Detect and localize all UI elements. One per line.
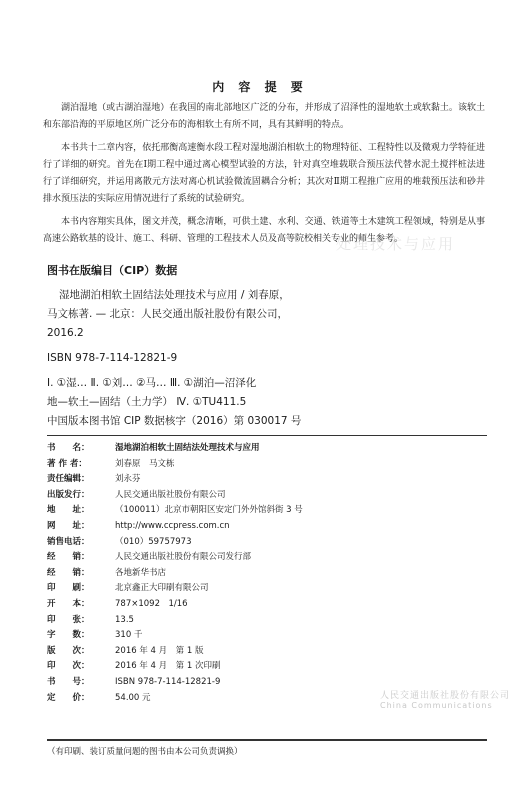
record-label: 字 数： <box>47 630 90 641</box>
record-label: 地 址： <box>47 505 90 516</box>
website-link[interactable]: http://www.ccpress.com.cn <box>115 520 230 531</box>
record-value: ISBN 978-7-114-12821-9 <box>115 676 221 687</box>
record-label: 经 销： <box>47 567 90 578</box>
record-value: （100011）北京市朝阳区安定门外外馆斜街 3 号 <box>115 505 303 516</box>
record-row <box>47 457 487 473</box>
record-row <box>47 597 487 613</box>
cip-heading: 图书在版编目（CIP）数据 <box>47 264 178 277</box>
record-value: 人民交通出版社股份有限公司 <box>115 489 226 500</box>
record-row <box>47 659 487 675</box>
record-value: 13.5 <box>115 614 134 625</box>
cip-line: 湿地湖泊相软土固结法处理技术与应用 / 刘春原， <box>59 289 290 301</box>
record-label: 印 次： <box>47 661 90 672</box>
abstract-paragraph: 本书共十二章内容，依托邢衡高速衡水段工程对湿地湖泊相软土的物理特征、工程特性以及微观力学特征进行了详细的研究。首先在Ⅰ期工程中通过离心模型试验的方法，针对真空堆载联合预压法代替水泥土搅拌桩法进行了详细研究，并运用离散元方法对离心机试验微流固耦合分析；其次对Ⅱ期工程推广应用的堆载预压法和砂井排水预压法的实际应用情况进行了系统的试验研究。 <box>43 143 485 204</box>
record-row <box>47 628 487 644</box>
divider-top <box>47 435 487 436</box>
record-label: 著 作 者： <box>47 458 87 469</box>
cip-line: 马文栋著. — 北京：人民交通出版社股份有限公司， <box>47 308 289 320</box>
abstract-paragraph: 本书内容翔实具体，图文并茂，概念清晰，可供土建、水利、交通、铁道等土木建筑工程领域，特别是从事高速公路软基的设计、施工、科研、管理的工程技术人员及高等院校相关专业的师生参考。 <box>43 217 485 244</box>
record-value: 2016 年 4 月 第 1 版 <box>115 645 204 656</box>
cip-line: 地—软土—固结（土力学） Ⅳ. ①TU411.5 <box>47 396 247 408</box>
watermark-cn: 人民交通出版社股份有限公司 <box>380 691 511 701</box>
record-row <box>47 441 487 457</box>
record-row <box>47 566 487 582</box>
record-label: 版 次： <box>47 645 90 656</box>
record-value: 北京鑫正大印刷有限公司 <box>115 583 209 594</box>
record-label: 开 本： <box>47 598 90 609</box>
divider-bottom <box>47 739 487 741</box>
cip-line: 2016.2 <box>47 327 84 339</box>
record-row <box>47 581 487 597</box>
record-row <box>47 503 487 519</box>
quality-note: （有印刷、装订质量问题的图书由本公司负责调换） <box>47 747 243 757</box>
record-label: 定 价： <box>47 692 90 703</box>
abstract-title: 内 容 提 要 <box>212 80 308 94</box>
cip-data-number: 中国版本图书馆 CIP 数据核字（2016）第 030017 号 <box>47 415 302 427</box>
record-label: 销售电话： <box>47 536 90 547</box>
record-row <box>47 550 487 566</box>
record-row <box>47 519 487 535</box>
record-row <box>47 472 487 488</box>
record-value: 刘春原 马文栋 <box>115 458 175 469</box>
record-value: 54.00 元 <box>115 692 151 703</box>
record-value: 湿地湖泊相软土固结法处理技术与应用 <box>115 443 260 453</box>
record-value: 刘永芬 <box>115 474 141 485</box>
record-label: 责任编辑： <box>47 474 90 485</box>
record-value: （010）59757973 <box>115 536 192 547</box>
watermark-en: China Communications <box>380 701 493 710</box>
record-label: 印 张： <box>47 614 90 625</box>
record-value: 2016 年 4 月 第 1 次印刷 <box>115 661 221 672</box>
record-value: 人民交通出版社股份有限公司发行部 <box>115 552 252 563</box>
record-label: 书 号： <box>47 676 90 687</box>
record-row <box>47 613 487 629</box>
record-value: 各地新华书店 <box>115 567 167 578</box>
record-label: 书 名： <box>47 443 90 453</box>
record-row <box>47 535 487 551</box>
publication-record <box>47 441 487 706</box>
abstract-body <box>43 100 485 254</box>
record-row <box>47 488 487 504</box>
abstract-paragraph: 湖泊湿地（或古湖泊湿地）在我国的南北部地区广泛的分布，并形成了沼泽性的湿地软土或软黏土。该软土和东部沿海的平原地区所广泛分布的海相软土有所不同，具有其鲜明的特点。 <box>43 103 485 130</box>
cip-line: Ⅰ. ①湿… Ⅱ. ①刘… ②马… Ⅲ. ①湖泊—沼泽化 <box>47 377 257 389</box>
cip-line: ISBN 978-7-114-12821-9 <box>47 352 178 364</box>
record-row <box>47 644 487 660</box>
record-value: 787×1092 1/16 <box>115 598 188 609</box>
publisher-watermark <box>380 688 510 710</box>
record-label: 网 址： <box>47 520 90 531</box>
cip-block <box>47 262 487 431</box>
record-label: 经 销： <box>47 552 90 563</box>
record-label: 出版发行： <box>47 489 90 500</box>
record-label: 印 刷： <box>47 583 90 594</box>
bleed-through-text: 处理技术与应用 <box>336 235 456 253</box>
record-value: 310 千 <box>115 630 143 641</box>
